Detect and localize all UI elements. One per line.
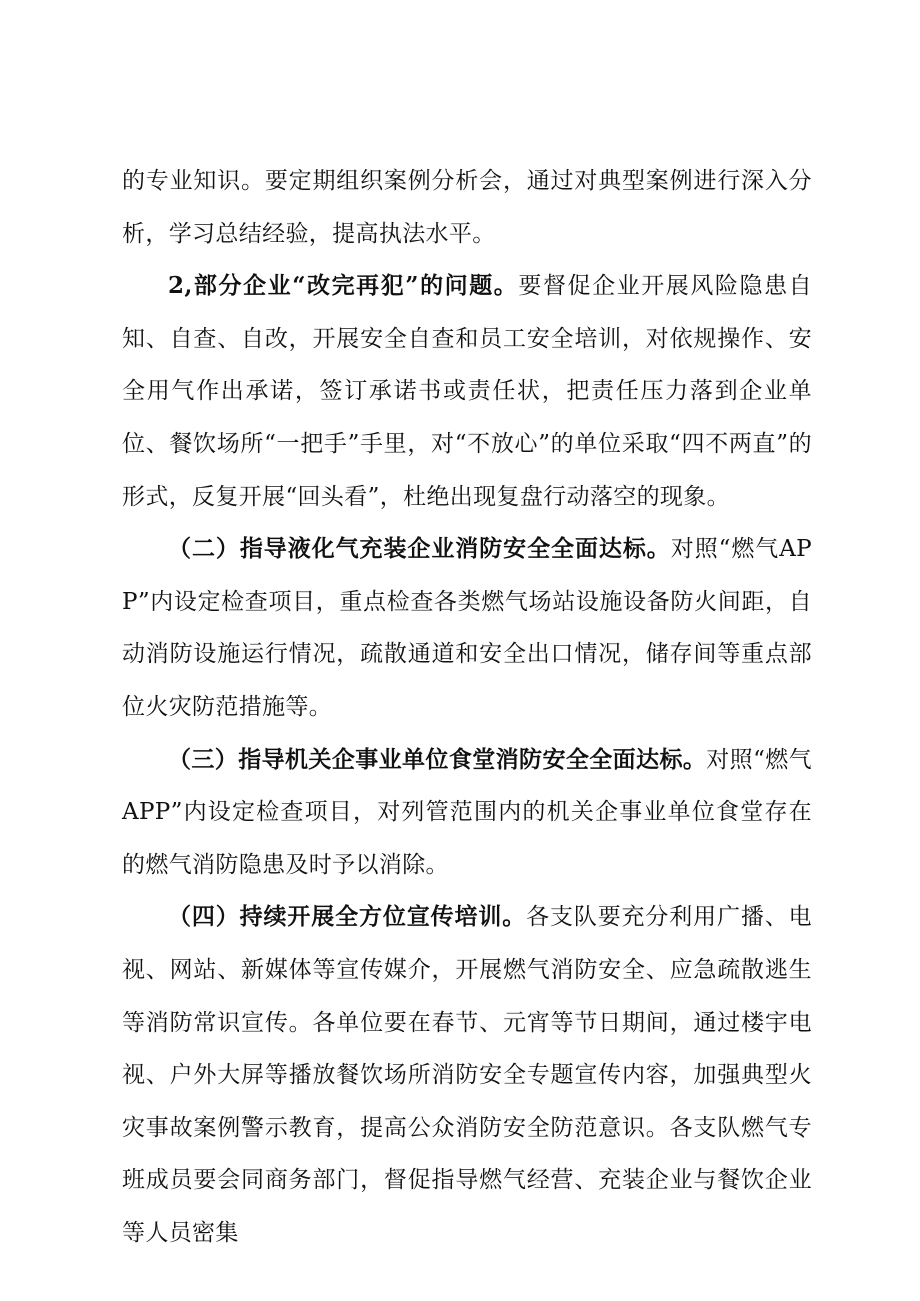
paragraph-heading: （四）持续开展全方位宣传培训。 (168, 903, 527, 931)
paragraph-section-2 (122, 523, 812, 733)
paragraph-item-2 (122, 260, 812, 523)
document-body (122, 155, 812, 1259)
paragraph-heading: （二）指导液化气充装企业消防安全全面达标。 (168, 535, 671, 563)
paragraph-section-4 (122, 891, 812, 1259)
paragraph-continuation (122, 155, 812, 260)
paragraph-heading: （三）指导机关企事业单位食堂消防安全全面达标。 (168, 745, 707, 773)
paragraph-body: 对照“燃气APP”内设定检查项目，重点检查各类燃气场站设施设备防火间距，自动消防设施运行情况，疏散通道和安全出口情况，储存间等重点部位火灾防范措施等。 (122, 536, 812, 720)
paragraph-section-3 (122, 734, 812, 892)
paragraph-body: 的专业知识。要定期组织案例分析会，通过对典型案例进行深入分析，学习总结经验，提高执法水平。 (122, 168, 812, 247)
paragraph-body: 对照“燃气APP”内设定检查项目，对列管范围内的机关企事业单位食堂存在的燃气消防隐患及时予以消除。 (122, 746, 812, 878)
paragraph-body: 各支队要充分利用广播、电视、网站、新媒体等宣传媒介，开展燃气消防安全、应急疏散逃生等消防常识宣传。各单位要在春节、元宵等节日期间，通过楼宇电视、户外大屏等播放餐饮场所消防安全专题宣传内容，加强典型火灾事故案例警示教育，提高公众消防安全防范意识。各支队燃气专班成员要会同商务部门，督促指导燃气经营、充装企业与餐饮企业等人员密集 (122, 904, 813, 1246)
paragraph-heading: 2,部分企业“改完再犯”的问题。 (168, 272, 519, 300)
paragraph-body: 要督促企业开展风险隐患自知、自查、自改，开展安全自查和员工安全培训，对依规操作、安全用气作出承诺，签订承诺书或责任状，把责任压力落到企业单位、餐饮场所“一把手”手里，对“不放心”的单位采取“四不两直”的形式，反复开展“回头看”，杜绝出现复盘行动落空的现象。 (122, 273, 812, 510)
